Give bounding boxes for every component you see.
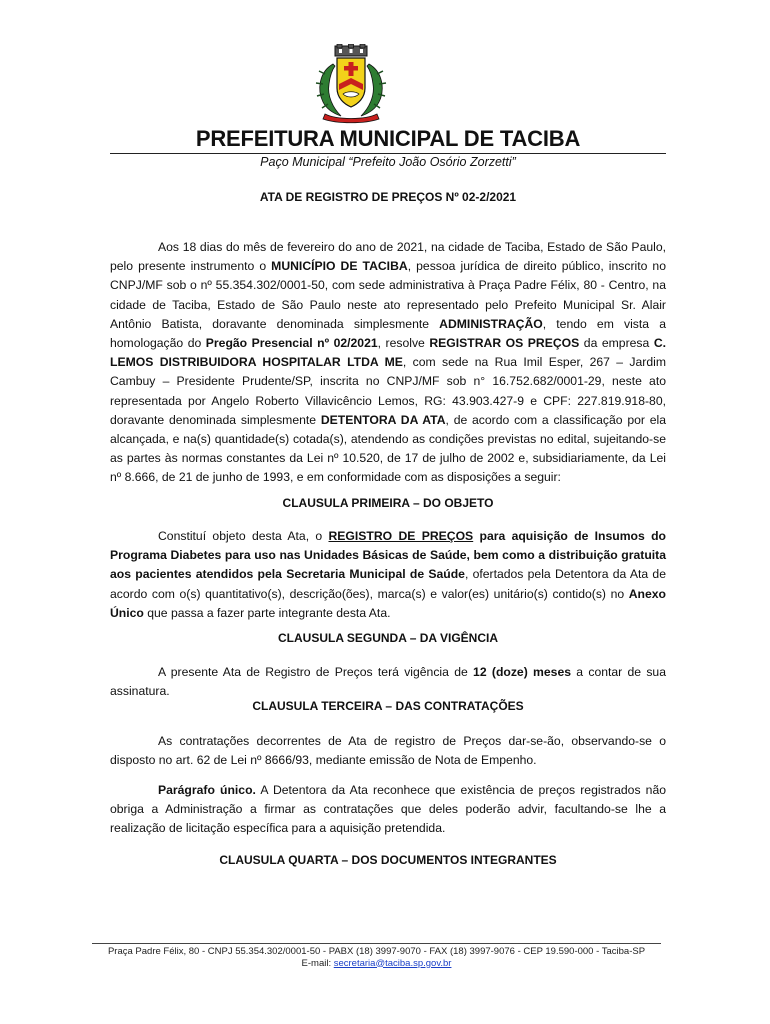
text-run: REGISTRO DE PREÇOS (328, 529, 474, 543)
text-run: A Detentora da Ata reconhece que existência de preços registrados não obriga a Administração a firmar as contratações que deles poderão advir, facultando-se lhe a realização de licitação específica para a aquisição pretendida. (110, 783, 667, 836)
text-run: MUNICÍPIO DE TACIBA (271, 259, 408, 274)
text-run: Aos 18 dias do mês de fevereiro do ano de 2021, na cidade de Taciba, Estado de São Paulo, pelo presente instrumento o (110, 240, 666, 274)
clause-1-paragraph (110, 527, 666, 623)
footer-email-line (92, 958, 661, 970)
text-run: Pregão Presencial nº 02/2021 (205, 336, 378, 351)
clause-3-title: CLAUSULA TERCEIRA – DAS CONTRATAÇÕES (252, 699, 524, 713)
text-run: As contratações decorrentes de Ata de registro de Preços dar-se-ão, observando-se o disposto no art. 62 de Lei nº 8666/93, mediante emissão de Nota de Empenho. (110, 734, 666, 768)
text-run: Constituí objeto desta Ata, o (158, 529, 329, 543)
clause-2-title: CLAUSULA SEGUNDA – DA VIGÊNCIA (277, 631, 498, 645)
text-run: ADMINISTRAÇÃO (439, 316, 543, 331)
footer (92, 946, 661, 969)
text-run: A presente Ata de Registro de Preços terá vigência de (158, 665, 474, 679)
text-run: da empresa (579, 336, 654, 351)
text-run: , resolve (377, 336, 430, 351)
text-run: Anexo Único (110, 586, 666, 620)
text-run: C. LEMOS DISTRIBUIDORA HOSPITALAR LTDA ME (110, 336, 667, 370)
footer-divider (92, 943, 661, 944)
clause-1-title: CLAUSULA PRIMEIRA – DO OBJETO (282, 496, 494, 510)
page-subtitle: Paço Municipal “Prefeito João Osório Zorzetti” (260, 155, 516, 169)
text-run: , de acordo com a classificação por ela alcançada, e na(s) quantidade(s) cotada(s), atendendo as condições previstas no edital, sujeitando-se as partes às normas constantes da Lei nº 10.520, de 17 de julho de 2002 e, subsidiariamente, da Lei nº 8.666, de 21 de junho de 1993, e em conformidade com as disposições a seguir: (110, 412, 666, 485)
text-run: , com sede na Rua Imil Esper, 267 – Jardim Cambuy – Presidente Prudente/SP, inscrita no CNPJ/MF sob n° 16.752.682/0001-29, neste ato representada por Angelo Roberto Villavicêncio Lemos, RG: 43.903.427-9 e CPF: 227.819.918-80, doravante denominada simplesmente (110, 355, 666, 427)
text-run: DETENTORA DA ATA (320, 412, 446, 427)
text-run: que passa a fazer parte integrante desta Ata. (143, 605, 391, 620)
footer-email-label: E-mail: (301, 957, 334, 969)
text-run: a contar de sua assinatura. (110, 665, 666, 699)
clause-3-sole-paragraph (110, 781, 666, 839)
text-run: Parágrafo único. (158, 783, 256, 797)
text-run: , pessoa jurídica de direito público, inscrito no CNPJ/MF sob o nº 55.354.302/0001-50, com sede administrativa à Praça Padre Félix, 80 - Centro, na cidade de Taciba, Estado de São Paulo neste ato representado pelo Prefeito Municipal Sr. Alair Antônio Batista, doravante denominada simplesmente (110, 259, 666, 331)
preamble-paragraph (110, 238, 666, 488)
title-divider (110, 153, 666, 154)
clause-3-paragraph (110, 732, 666, 770)
text-run: 12 (doze) meses (473, 665, 571, 679)
page-title: PREFEITURA MUNICIPAL DE TACIBA (195, 126, 581, 151)
clause-2-paragraph (110, 663, 666, 701)
ata-title: ATA DE REGISTRO DE PREÇOS Nº 02-2/2021 (259, 190, 517, 204)
text-run: REGISTRAR OS PREÇOS (429, 336, 580, 351)
footer-email-link[interactable]: secretaria@taciba.sp.gov.br (333, 957, 452, 969)
municipal-coat-of-arms-icon (313, 44, 389, 124)
text-run: para aquisição de Insumos do Programa Diabetes para uso nas Unidades Básicas de Saúde, bem como a distribuição gratuita aos pacientes atendidos pela Secretaria Municipal de Saúde (110, 529, 666, 582)
clause-4-title: CLAUSULA QUARTA – DOS DOCUMENTOS INTEGRANTES (219, 853, 557, 867)
text-run: , tendo em vista a homologação do (110, 316, 666, 351)
text-run: , ofertados pela Detentora da Ata de acordo com o(s) quantitativo(s), descrição(ões), marca(s) e valor(es) unitário(s) contido(s) no (110, 567, 666, 601)
footer-address: Praça Padre Félix, 80 - CNPJ 55.354.302/0001-50 - PABX (18) 3997-9070 - FAX (18) 3997-9076 - CEP 19.590-000 - Taciba-SP (107, 946, 646, 957)
